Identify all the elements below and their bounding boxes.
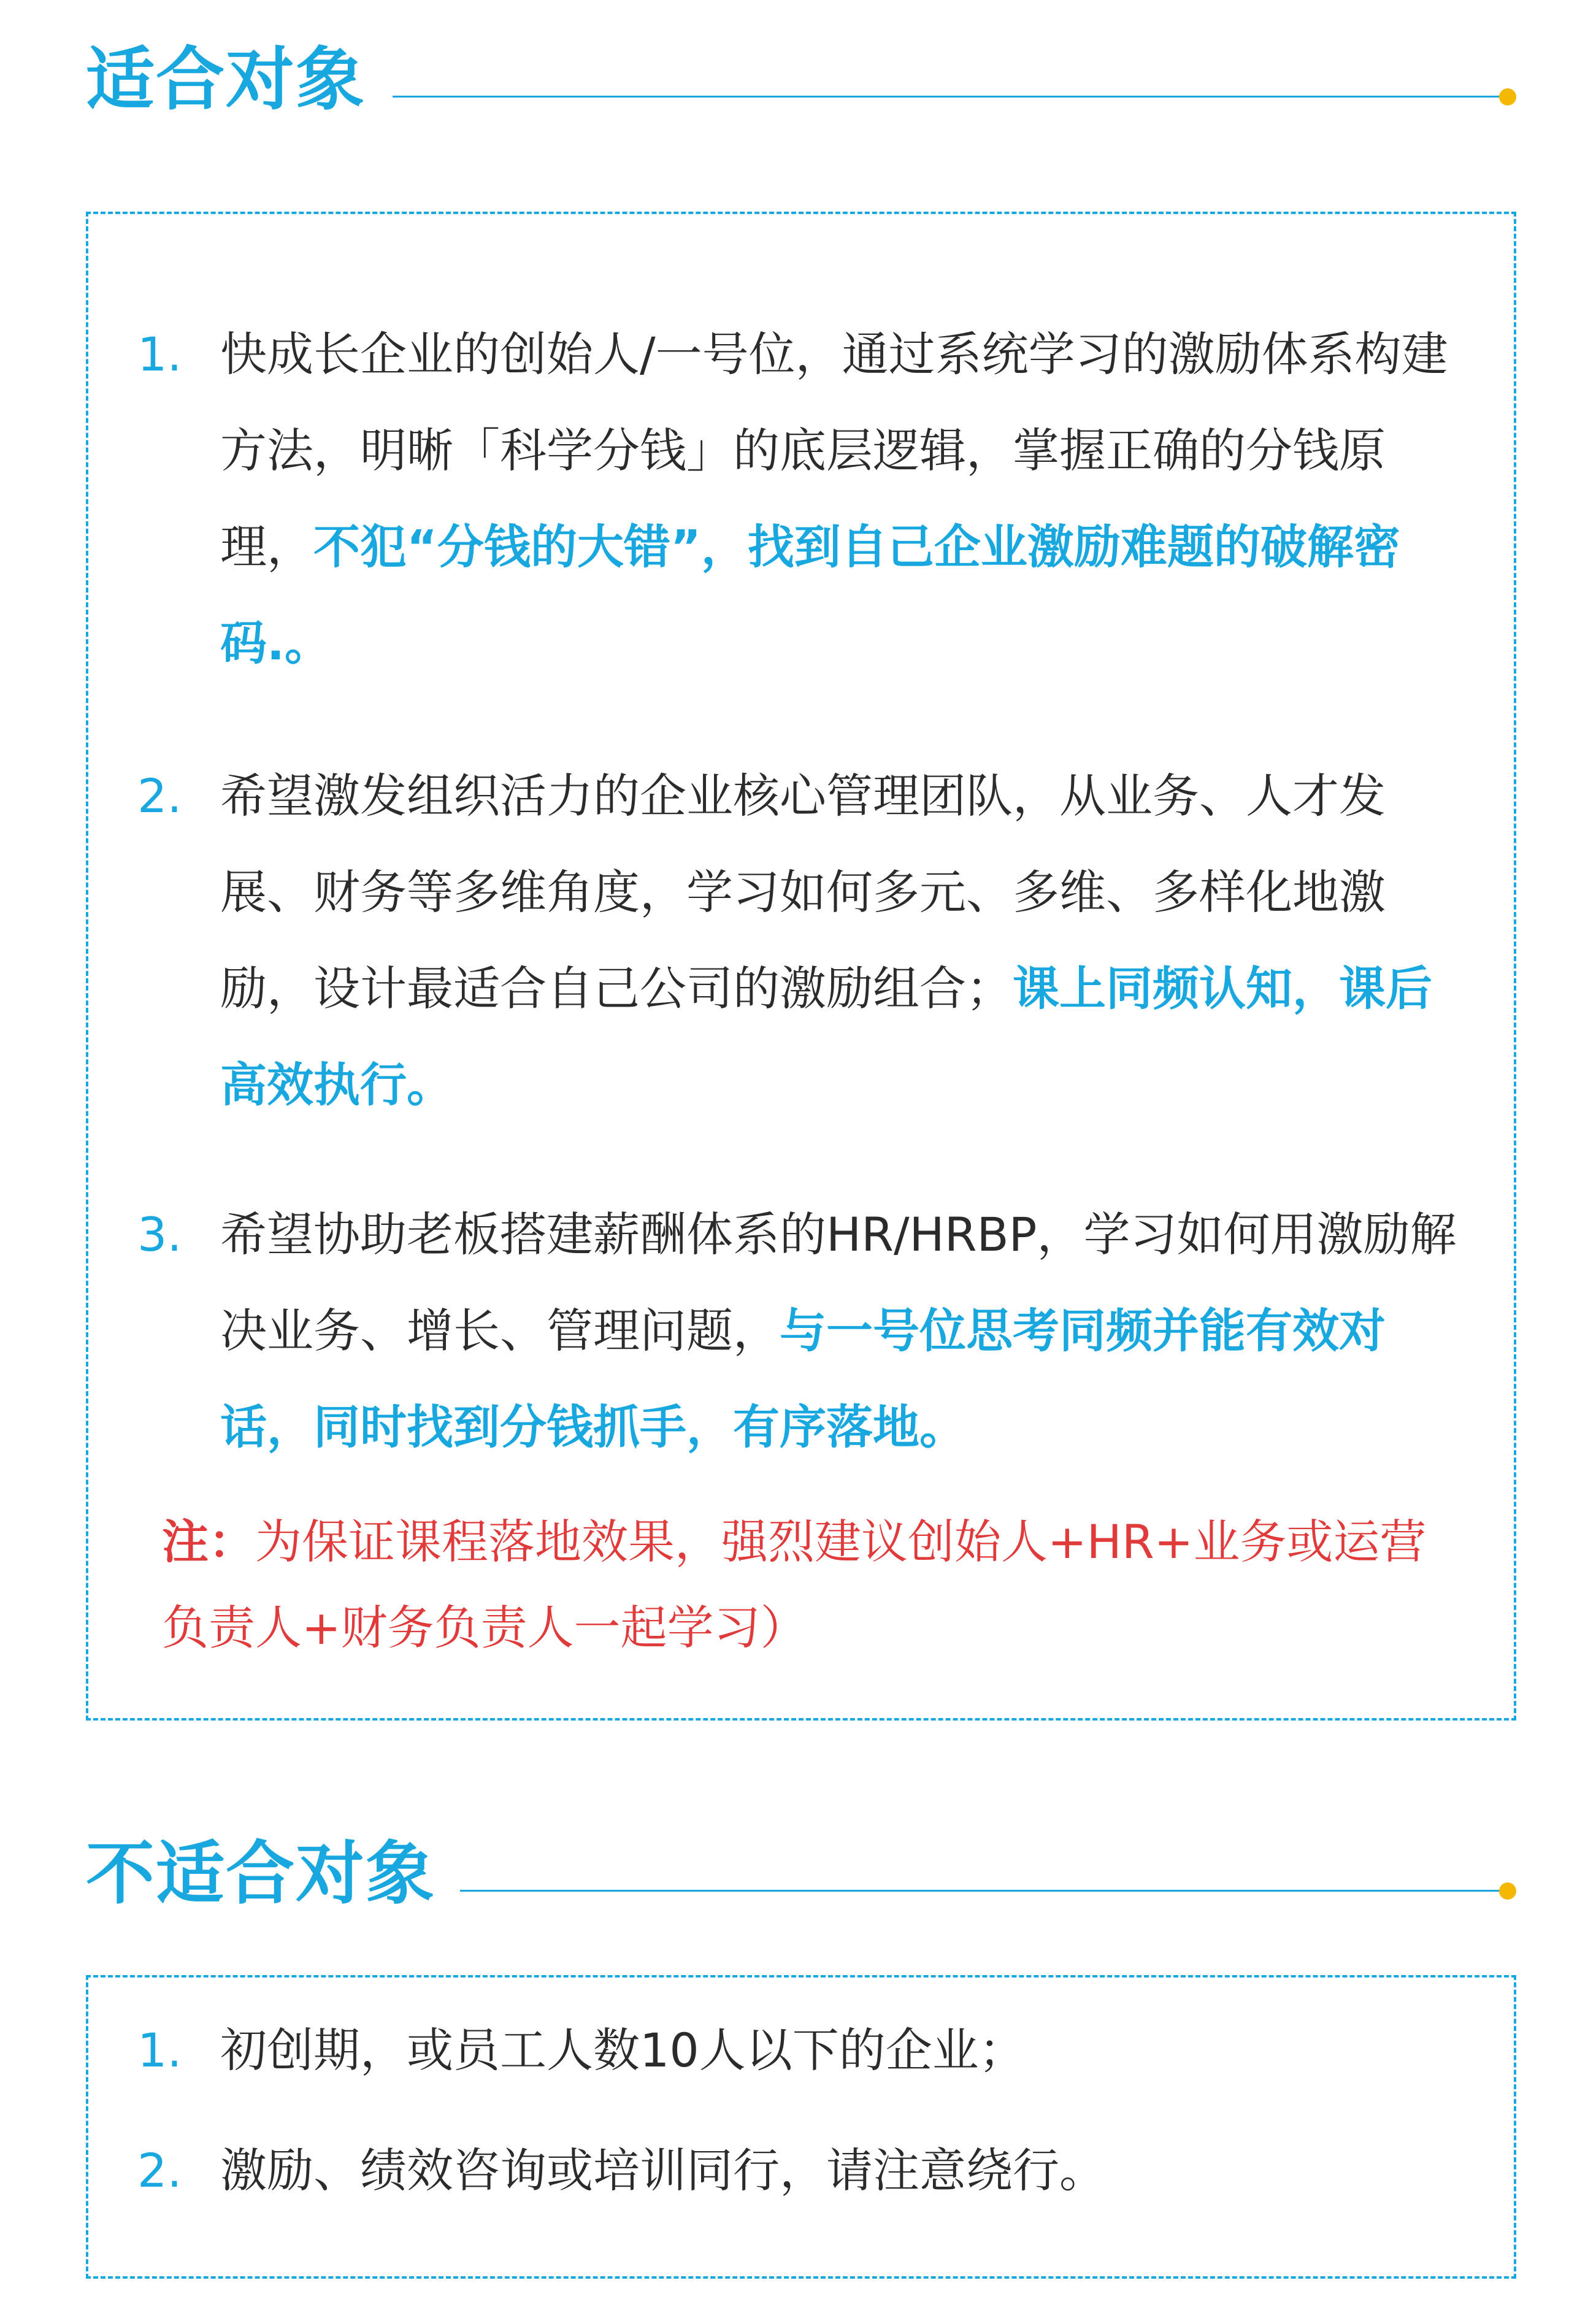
- list-item: [137, 1186, 1471, 1475]
- note-text: 为保证课程落地效果，强烈建议创始人+HR+业务或运营负责人+财务负责人一起学习）: [162, 1514, 1427, 1655]
- item-number: 2.: [137, 2143, 182, 2198]
- list-item: [137, 2122, 1471, 2219]
- item-highlight: 与一号位思考同频并能有效对话，同时找到分钱抓手，有序落地。: [220, 1303, 1386, 1454]
- unsuitable-box: [86, 1975, 1516, 2279]
- suitable-header: [86, 37, 1516, 123]
- note: [162, 1499, 1452, 1671]
- unsuitable-title: 不适合对象: [86, 1834, 435, 1914]
- item-text: 快成长企业的创始人/一号位，通过系统学习的激励体系构建方法，明晰「科学分钱」的底层逻辑，掌握正确的分钱原理，: [220, 327, 1448, 574]
- item-text: 希望协助老板搭建薪酬体系的HR/HRBP，学习如何用激励解决业务、增长、管理问题，: [220, 1207, 1457, 1358]
- note-label: 注：: [162, 1514, 255, 1569]
- item-text: 激励、绩效咨询或培训同行，请注意绕行。: [220, 2143, 1106, 2198]
- item-text: 初创期，或员工人数10人以下的企业；: [220, 2023, 1026, 2078]
- item-number: 1.: [137, 327, 182, 382]
- unsuitable-header: [86, 1831, 1516, 1917]
- item-text: 希望激发组织活力的企业核心管理团队，从业务、人才发展、财务等多维角度，学习如何多元、多维、多样化地激励，设计最适合自己公司的激励组合；: [220, 769, 1386, 1016]
- item-number: 2.: [137, 769, 182, 823]
- suitable-title: 适合对象: [86, 40, 366, 120]
- header-divider-line: [393, 96, 1503, 98]
- header-dot-icon: [1499, 1882, 1516, 1900]
- header-divider-line: [460, 1890, 1503, 1892]
- item-number: 3.: [137, 1207, 182, 1262]
- list-item: [137, 748, 1471, 1133]
- list-item: [137, 306, 1471, 691]
- list-item: [137, 2002, 1471, 2098]
- suitable-box: [86, 212, 1516, 1721]
- item-highlight: 课上同频认知，课后高效执行。: [220, 961, 1432, 1112]
- header-dot-icon: [1499, 88, 1516, 106]
- item-number: 1.: [137, 2023, 182, 2078]
- item-highlight: 不犯“分钱的大错”，找到自己企业激励难题的破解密码.。: [220, 520, 1400, 670]
